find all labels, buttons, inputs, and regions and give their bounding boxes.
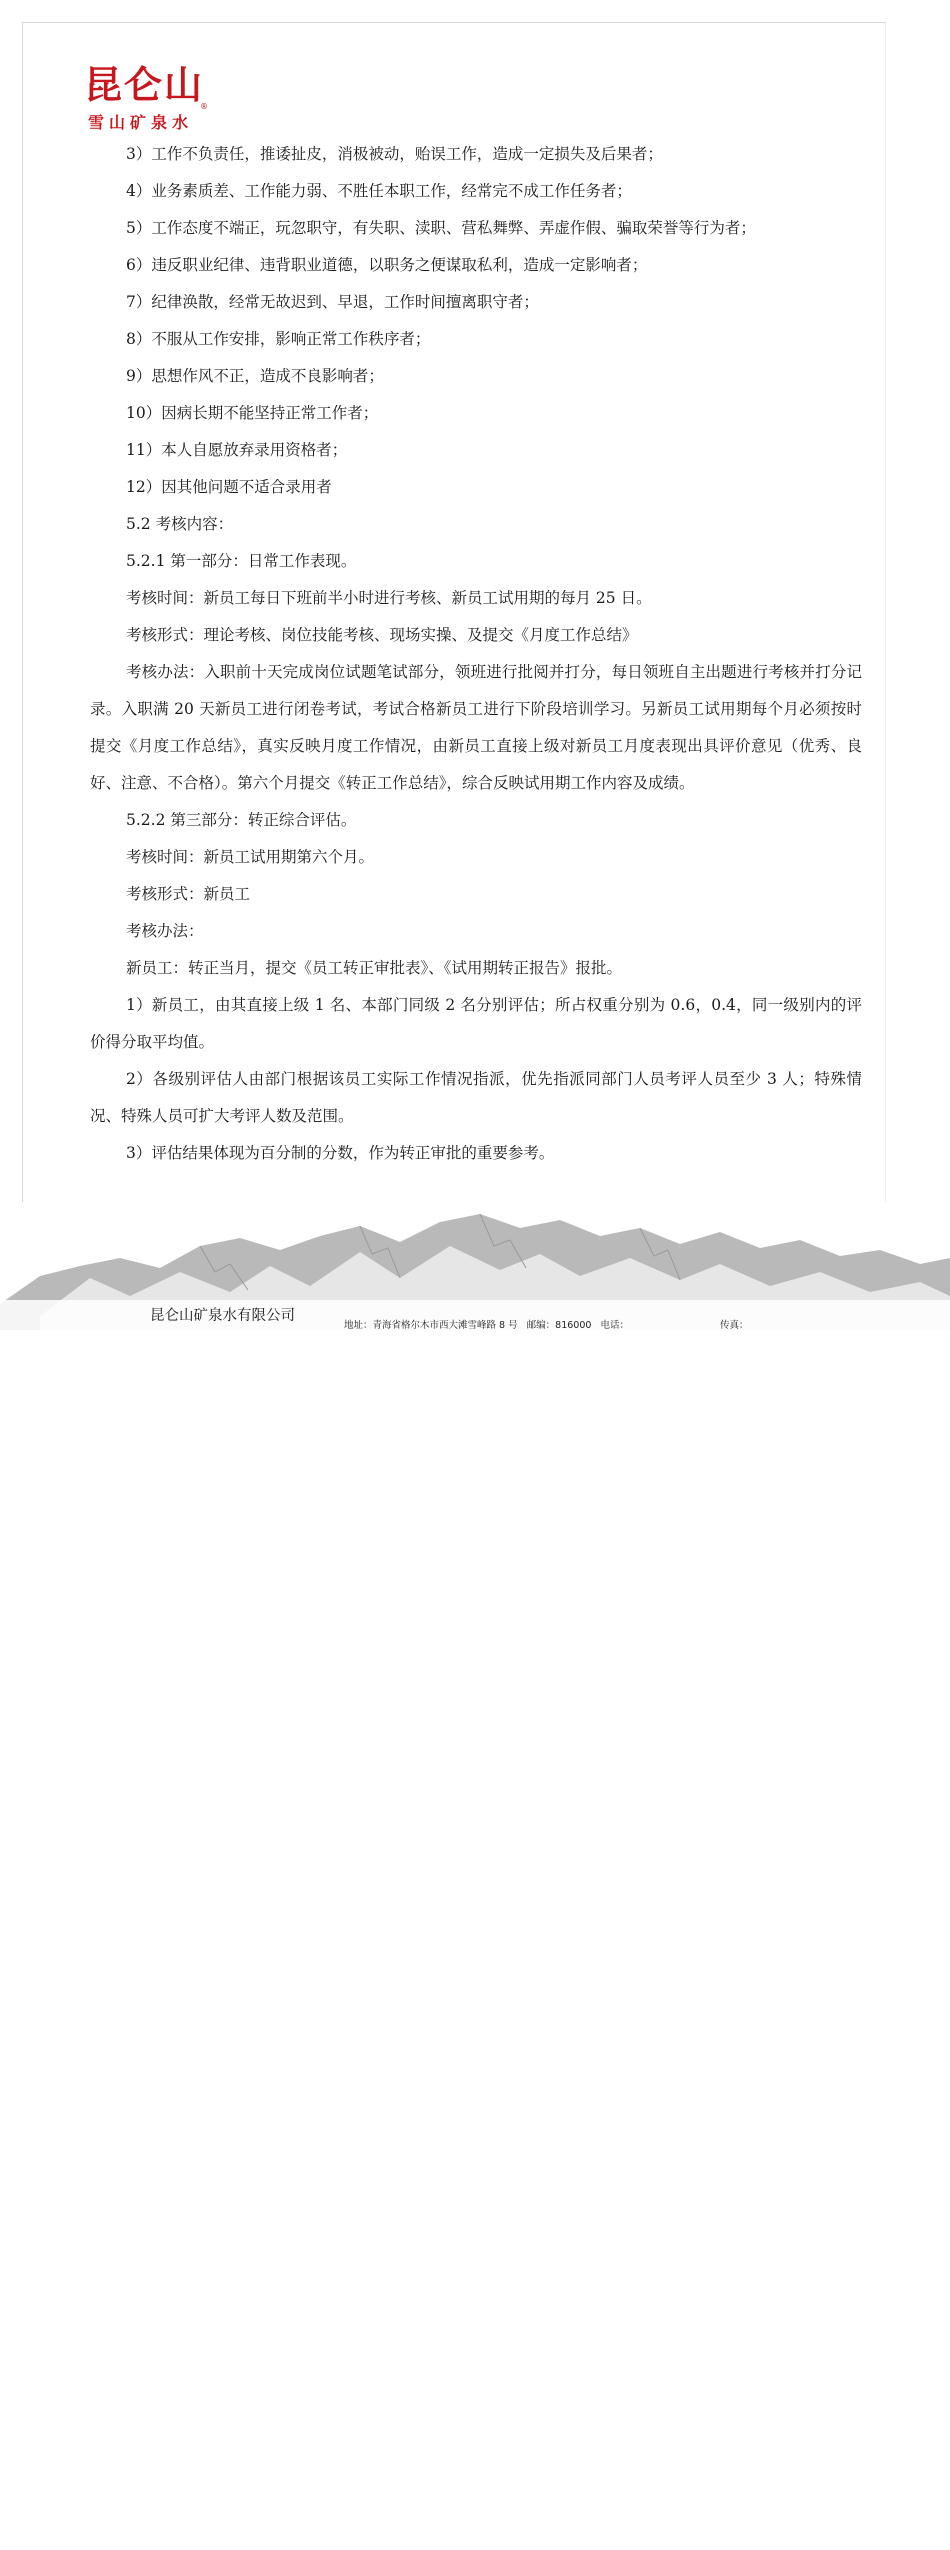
paragraph: 3）工作不负责任，推诿扯皮，消极被动，贻误工作，造成一定损失及后果者； [126, 145, 663, 163]
paragraph: 10）因病长期不能坚持正常工作者； [126, 404, 379, 422]
subsection-heading: 5.2.2 第三部分：转正综合评估。 [126, 811, 357, 829]
paragraph: 2）各级别评估人由部门根据该员工实际工作情况指派，优先指派同部门人员考评人员至少 3 人；特殊情况、特殊人员可扩大考评人数及范围。 [90, 1070, 862, 1125]
paragraph: 12）因其他问题不适合录用者 [126, 478, 332, 496]
logo-tagline: 雪山矿泉水 [88, 113, 194, 132]
paragraph: 考核办法：入职前十天完成岗位试题笔试部分，领班进行批阅并打分，每日领班自主出题进行考核并打分记录。入职满 20 天新员工进行闭卷考试，考试合格新员工进行下阶段培训学习。另新员工试用期每个月必须按时提交《月度工作总结》，真实反映月度工作情况，由新员工直接上级对新员工月度表现出具评价意见（优秀、良好、注意、不合格）。第六个月提交《转正工作总结》，综合反映试用期工作内容及成绩。 [90, 663, 862, 792]
paragraph: 1）新员工，由其直接上级 1 名、本部门同级 2 名分别评估；所占权重分别为 0.6，0.4，同一级别内的评价得分取平均值。 [90, 996, 862, 1051]
paragraph: 4）业务素质差、工作能力弱、不胜任本职工作，经常完不成工作任务者； [126, 182, 632, 200]
subsection-heading: 5.2.1 第一部分：日常工作表现。 [126, 552, 357, 570]
paragraph: 考核办法： [126, 922, 204, 940]
brand-logo [84, 62, 214, 134]
paragraph: 8）不服从工作安排，影响正常工作秩序者； [126, 330, 431, 348]
mountain-illustration [0, 1206, 950, 1330]
paragraph: 考核时间：新员工试用期第六个月。 [126, 848, 375, 866]
company-fax: 传真： [720, 1320, 749, 1331]
paragraph: 3）评估结果体现为百分制的分数，作为转正审批的重要参考。 [126, 1144, 555, 1162]
company-name: 昆仑山矿泉水有限公司 [150, 1308, 295, 1324]
paragraph: 考核时间：新员工每日下班前半小时进行考核、新员工试用期的每月 25 日。 [126, 589, 652, 607]
paragraph: 新员工：转正当月，提交《员工转正审批表》、《试用期转正报告》报批。 [126, 959, 623, 977]
paragraph: 5）工作态度不端正，玩忽职守，有失职、渎职、营私舞弊、弄虚作假、骗取荣誉等行为者； [126, 219, 756, 237]
paragraph: 7）纪律涣散，经常无故迟到、早退，工作时间擅离职守者； [126, 293, 539, 311]
paragraph: 11）本人自愿放弃录用资格者； [126, 441, 348, 459]
logo-wordmark: 昆仑山 [84, 63, 205, 107]
section-heading: 5.2 考核内容： [126, 515, 234, 533]
paragraph: 考核形式：新员工 [126, 885, 251, 903]
company-contact: 地址：青海省格尔木市西大滩雪峰路 8 号 邮编：816000 电话： [344, 1320, 629, 1331]
footer-bar [0, 2536, 950, 2550]
paragraph: 9）思想作风不正，造成不良影响者； [126, 367, 384, 385]
document-body [90, 136, 862, 1172]
registered-mark: ® [200, 102, 208, 111]
paragraph: 考核形式：理论考核、岗位技能考核、现场实操、及提交《月度工作总结》 [126, 626, 638, 644]
paragraph: 6）违反职业纪律、违背职业道德，以职务之便谋取私利，造成一定影响者； [126, 256, 648, 274]
